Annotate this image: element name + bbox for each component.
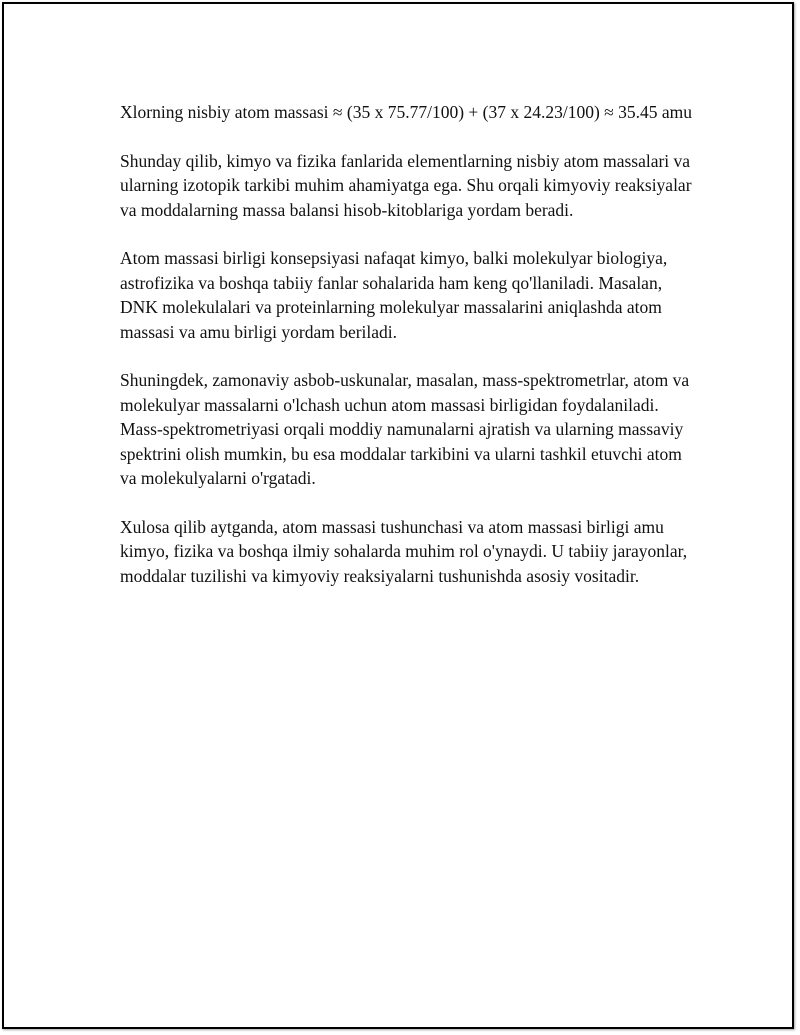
paragraph-isotopic-importance: Shunday qilib, kimyo va fizika fanlarida elementlarning nisbiy atom massalari va ularning izotopik tarkibi muhim ahamiyatga ega. Shu orqali kimyoviy reaksiyalar va moddalarning massa balansi hisob-kitoblariga yordam beradi. xyxy=(120,150,692,220)
paragraph-mass-spectrometry: Shuningdek, zamonaviy asbob-uskunalar, masalan, mass-spektrometrlar, atom va molekulyar massalarni o'lchash uchun atom massasi birligidan foydalaniladi. Mass-spektrometriyasi orqali moddiy namunalarni ajratish va ularning massaviy spektrini olish mumkin, bu esa moddalar tarkibini va ularni tashkil etuvchi atom va molekulyalarni o'rgatadi. xyxy=(120,370,690,489)
document-page xyxy=(2,2,794,1029)
paragraph-conclusion: Xulosa qilib aytganda, atom massasi tushunchasi va atom massasi birligi amu kimyo, fizika va boshqa ilmiy sohalarda muhim rol o'ynaydi. U tabiiy jarayonlar, moddalar tuzilishi va kimyoviy reaksiyalarni tushunishda asosiy vositadir. xyxy=(120,516,688,586)
paragraph-amu-applications: Atom massasi birligi konsepsiyasi nafaqat kimyo, balki molekulyar biologiya, astrofizika va boshqa tabiiy fanlar sohalarida ham keng qo'llaniladi. Masalan, DNK molekulalari va proteinlarning molekulyar massalarini aniqlashda atom massasi va amu birligi yordam beriladi. xyxy=(120,248,668,342)
paragraph-chlorine-calculation: Xlorning nisbiy atom massasi ≈ (35 x 75.77/100) + (37 x 24.23/100) ≈ 35.45 amu xyxy=(120,102,693,122)
document-body xyxy=(120,100,700,612)
